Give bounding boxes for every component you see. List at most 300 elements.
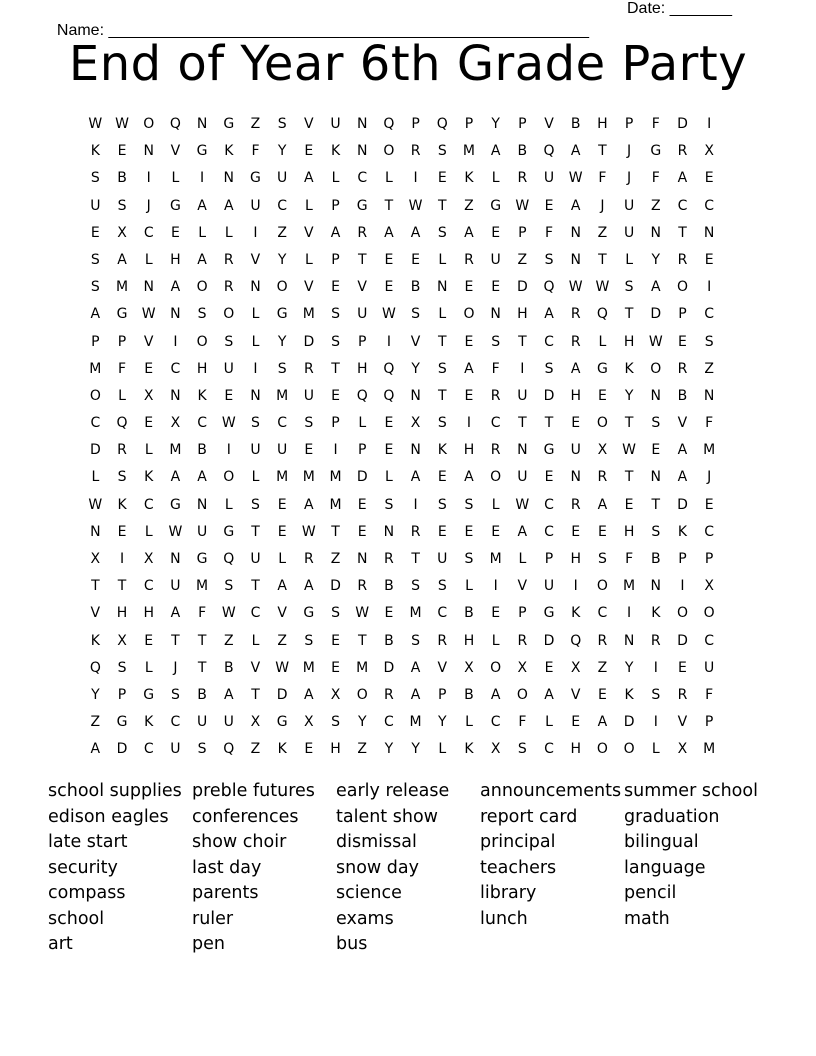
grid-letter: O (223, 469, 235, 486)
grid-letter: I (226, 442, 231, 459)
grid-letter: N (410, 387, 421, 404)
word-list-item: exams (336, 908, 394, 929)
word-list-item: art (48, 934, 73, 954)
grid-letter: E (144, 415, 154, 432)
word-list-item: last day (192, 857, 262, 878)
grid-letter: V (544, 116, 554, 132)
grid-letter: D (677, 116, 688, 132)
grid-letter: E (144, 632, 154, 649)
grid-letter: Y (411, 360, 420, 377)
grid-letter: F (491, 360, 500, 377)
grid-letter: M (169, 442, 182, 459)
grid-row (82, 249, 723, 276)
grid-letter: A (464, 360, 474, 377)
grid-letter: T (518, 333, 527, 350)
grid-letter: V (304, 116, 314, 132)
word-list-item: school (48, 908, 105, 929)
grid-letter: L (651, 741, 660, 758)
grid-letter: N (650, 469, 662, 486)
grid-letter: T (624, 415, 634, 432)
grid-letter: S (437, 143, 447, 160)
grid-letter: N (703, 224, 715, 241)
grid-letter: K (277, 741, 287, 758)
grid-letter: G (223, 523, 235, 540)
grid-letter: F (118, 360, 127, 377)
grid-letter: X (250, 714, 261, 731)
grid-letter: I (707, 116, 712, 132)
grid-letter: M (703, 442, 716, 459)
grid-letter: P (331, 251, 340, 268)
grid-letter: J (627, 170, 632, 187)
grid-letter: V (170, 143, 181, 160)
grid-letter: O (676, 279, 688, 296)
grid-letter: M (409, 714, 422, 731)
header-line (48, 0, 748, 39)
grid-letter: R (384, 551, 394, 567)
grid-letter: V (677, 415, 688, 432)
grid-letter: R (517, 170, 528, 187)
grid-letter: Z (250, 116, 261, 132)
grid-letter: T (544, 415, 554, 432)
grid-letter: X (143, 387, 154, 404)
grid-letter: Z (650, 197, 661, 214)
grid-letter: W (381, 306, 396, 323)
grid-letter: N (250, 387, 261, 404)
grid-letter: S (464, 496, 474, 513)
grid-letter: S (437, 415, 447, 432)
grid-letter: K (117, 496, 127, 513)
grid-row (82, 439, 723, 466)
grid-letter: U (303, 387, 314, 404)
grid-letter: D (330, 578, 341, 595)
grid-letter: X (90, 551, 101, 567)
grid-letter: E (651, 442, 661, 459)
grid-letter: D (543, 387, 555, 404)
grid-letter: N (250, 279, 261, 296)
grid-letter: F (198, 605, 207, 622)
grid-letter: X (143, 551, 154, 567)
grid-row (82, 113, 723, 140)
grid-letter: V (357, 279, 367, 296)
grid-letter: N (143, 143, 154, 160)
grid-letter: T (197, 659, 207, 676)
grid-letter: O (463, 306, 475, 323)
grid-letter: W (622, 442, 637, 459)
word-list-item: report card (480, 806, 578, 827)
grid-letter: Y (357, 714, 367, 731)
grid-letter: L (385, 469, 393, 486)
grid-letter: E (357, 523, 367, 540)
word-list-item: language (624, 857, 706, 878)
grid-letter: R (410, 523, 421, 540)
grid-letter: P (91, 333, 100, 350)
grid-letter: T (438, 387, 447, 404)
grid-letter: X (704, 143, 714, 160)
grid-letter: P (438, 686, 447, 703)
grid-letter: L (251, 306, 260, 323)
grid-letter: T (251, 523, 260, 540)
grid-letter: T (357, 632, 367, 649)
grid-letter: Z (330, 551, 341, 567)
grid-letter: E (304, 442, 314, 459)
grid-letter: A (223, 197, 234, 214)
word-list-item: teachers (480, 857, 557, 878)
grid-letter: Q (223, 741, 235, 758)
grid-letter: Q (169, 116, 181, 132)
grid-letter: E (331, 632, 340, 649)
word-list-item: late start (48, 832, 128, 852)
grid-letter: R (677, 686, 688, 703)
grid-letter: N (170, 306, 181, 323)
grid-letter: U (277, 442, 288, 459)
grid-letter: E (437, 170, 447, 187)
grid-letter: R (650, 632, 661, 649)
grid-letter: E (704, 251, 714, 268)
grid-letter: A (277, 578, 287, 595)
grid-letter: W (408, 197, 423, 214)
grid-letter: C (704, 306, 715, 323)
grid-letter: Q (356, 387, 368, 404)
grid-letter: C (544, 741, 554, 758)
grid-letter: H (517, 306, 528, 323)
grid-letter: A (597, 496, 608, 513)
word-list-item: graduation (624, 806, 720, 827)
grid-letter: L (278, 551, 287, 567)
grid-letter: A (544, 306, 554, 323)
grid-letter: S (170, 686, 180, 703)
grid-letter: Z (464, 197, 474, 214)
grid-letter: E (597, 523, 607, 540)
grid-letter: I (333, 442, 338, 459)
grid-letter: I (253, 224, 258, 241)
grid-letter: L (491, 170, 500, 187)
grid-letter: W (515, 496, 530, 513)
grid-letter: E (170, 224, 180, 241)
grid-letter: V (304, 279, 314, 296)
grid-letter: W (141, 306, 156, 323)
grid-letter: F (598, 170, 607, 187)
grid-letter: I (653, 659, 658, 676)
grid-letter: W (275, 659, 290, 676)
grid-letter: J (173, 659, 178, 676)
grid-letter: E (597, 387, 607, 404)
grid-letter: D (677, 496, 688, 513)
grid-letter: E (331, 659, 340, 676)
word-list-item: bus (336, 934, 368, 954)
grid-letter: I (680, 578, 685, 595)
grid-letter: X (170, 415, 181, 432)
grid-letter: C (250, 605, 261, 622)
grid-letter: S (331, 333, 340, 350)
grid-letter: Y (277, 333, 287, 350)
grid-letter: X (117, 632, 127, 649)
grid-letter: H (570, 387, 581, 404)
grid-letter: F (625, 551, 634, 567)
grid-letter: O (143, 116, 155, 132)
grid-letter: G (490, 197, 502, 214)
grid-letter: A (597, 714, 608, 731)
grid-letter: P (411, 116, 420, 132)
grid-letter: C (704, 632, 715, 649)
grid-letter: B (384, 632, 394, 649)
grid-letter: U (490, 251, 501, 268)
grid-letter: K (464, 741, 474, 758)
grid-letter: L (118, 387, 126, 404)
grid-letter: L (144, 251, 153, 268)
word-list-item: talent show (336, 806, 438, 827)
grid-letter: Y (491, 116, 500, 132)
grid-letter: A (223, 686, 234, 703)
grid-row (82, 303, 723, 330)
grid-letter: S (384, 496, 394, 513)
grid-letter: K (437, 442, 447, 459)
grid-letter: E (224, 387, 234, 404)
grid-letter: Q (543, 279, 555, 296)
grid-letter: H (330, 741, 341, 758)
word-list-item: school supplies (48, 781, 182, 801)
grid-letter: S (117, 469, 127, 486)
grid-letter: I (707, 279, 712, 296)
grid-letter: N (356, 116, 368, 132)
grid-letter: C (544, 496, 554, 513)
grid-letter: K (624, 360, 634, 377)
grid-letter: C (490, 415, 501, 432)
grid-letter: P (464, 116, 474, 132)
grid-letter: R (597, 469, 608, 486)
grid-letter: H (463, 632, 475, 649)
grid-letter: N (410, 442, 421, 459)
grid-letter: N (170, 551, 181, 567)
grid-letter: X (117, 224, 127, 241)
grid-letter: M (302, 306, 315, 323)
grid-letter: G (116, 714, 128, 731)
grid-letter: U (250, 442, 261, 459)
grid-letter: U (196, 523, 208, 540)
grid-letter: P (357, 442, 367, 459)
grid-letter: G (650, 143, 662, 160)
grid-letter: E (277, 523, 287, 540)
grid-letter: Z (90, 714, 101, 731)
grid-letter: E (384, 605, 394, 622)
grid-letter: U (170, 741, 181, 758)
grid-letter: A (90, 306, 101, 323)
grid-letter: E (384, 415, 394, 432)
grid-letter: W (168, 523, 183, 540)
grid-letter: E (304, 143, 314, 160)
grid-letter: I (253, 360, 258, 377)
grid-letter: X (677, 741, 688, 758)
grid-letter: C (677, 197, 688, 214)
grid-letter: T (197, 632, 207, 649)
grid-letter: Z (704, 360, 714, 377)
grid-letter: N (196, 496, 208, 513)
name-field-label: Name: ______________________________________________________ (56, 22, 589, 39)
grid-letter: E (491, 279, 501, 296)
grid-letter: E (678, 659, 687, 676)
grid-letter: D (516, 279, 528, 296)
grid-letter: D (89, 442, 101, 459)
grid-letter: R (384, 686, 394, 703)
grid-letter: V (250, 251, 261, 268)
grid-letter: P (518, 116, 527, 132)
grid-letter: A (490, 143, 501, 160)
grid-letter: I (573, 578, 578, 595)
grid-letter: O (650, 360, 662, 377)
grid-letter: I (386, 333, 391, 350)
grid-letter: T (331, 360, 340, 377)
grid-letter: N (196, 116, 208, 132)
grid-letter: A (170, 469, 181, 486)
grid-letter: K (330, 143, 341, 160)
grid-letter: C (143, 224, 154, 241)
grid-letter: P (518, 605, 527, 622)
grid-letter: U (357, 306, 368, 323)
grid-letter: Y (651, 251, 661, 268)
grid-letter: E (491, 224, 501, 241)
grid-letter: N (570, 224, 581, 241)
grid-row (82, 466, 723, 493)
grid-letter: A (650, 279, 661, 296)
grid-letter: N (490, 306, 501, 323)
grid-row (82, 738, 723, 765)
grid-letter: A (170, 605, 181, 622)
grid-letter: S (624, 279, 634, 296)
grid-letter: J (146, 197, 151, 214)
grid-letter: T (384, 197, 394, 214)
grid-letter: U (170, 578, 181, 595)
grid-letter: S (277, 116, 287, 132)
grid-letter: S (331, 714, 340, 731)
grid-letter: D (383, 659, 395, 676)
grid-letter: V (90, 605, 101, 622)
grid-letter: N (383, 523, 395, 540)
grid-letter: I (413, 496, 418, 513)
grid-letter: E (704, 170, 714, 187)
grid-letter: L (198, 224, 206, 241)
grid-letter: O (89, 387, 101, 404)
grid-letter: E (384, 442, 394, 459)
grid-letter: E (544, 659, 554, 676)
word-list-item: conferences (192, 806, 299, 827)
grid-letter: L (385, 170, 393, 187)
grid-letter: W (355, 605, 370, 622)
word-list-item: science (336, 883, 402, 903)
grid-letter: P (357, 333, 367, 350)
grid-letter: X (304, 714, 314, 731)
grid-letter: O (596, 578, 608, 595)
grid-letter: T (251, 578, 260, 595)
grid-letter: Q (223, 551, 235, 567)
grid-letter: A (464, 224, 474, 241)
grid-letter: Q (89, 659, 101, 676)
grid-letter: S (304, 415, 314, 432)
grid-letter: E (384, 251, 394, 268)
grid-letter: I (146, 170, 151, 187)
grid-letter: C (277, 415, 288, 432)
grid-letter: D (116, 741, 128, 758)
grid-letter: R (357, 578, 368, 595)
grid-letter: N (223, 170, 235, 187)
grid-letter: T (518, 415, 527, 432)
grid-letter: U (330, 116, 341, 132)
grid-letter: Z (250, 741, 261, 758)
word-list (48, 779, 788, 958)
grid-letter: S (464, 551, 474, 567)
date-field-label: Date: _______ (627, 0, 732, 17)
grid-letter: K (651, 605, 661, 622)
grid-letter: P (331, 415, 340, 432)
grid-letter: K (90, 143, 100, 160)
grid-letter: O (356, 686, 368, 703)
grid-letter: K (144, 714, 154, 731)
grid-letter: B (117, 170, 127, 187)
grid-letter: S (651, 415, 661, 432)
grid-letter: R (490, 442, 501, 459)
grid-letter: A (677, 469, 688, 486)
grid-letter: U (196, 714, 208, 731)
grid-letter: N (623, 632, 635, 649)
grid-letter: G (356, 197, 368, 214)
grid-letter: X (517, 659, 528, 676)
grid-letter: P (117, 333, 127, 350)
grid-letter: L (144, 659, 153, 676)
grid-letter: A (570, 143, 581, 160)
grid-letter: B (464, 686, 474, 703)
grid-letter: S (437, 578, 447, 595)
grid-letter: L (465, 714, 473, 731)
grid-letter: E (624, 496, 634, 513)
grid-letter: O (623, 741, 635, 758)
word-list-item: principal (480, 832, 556, 852)
grid-letter: F (518, 714, 527, 731)
grid-letter: L (438, 251, 447, 268)
grid-letter: G (543, 442, 555, 459)
grid-letter: V (437, 659, 448, 676)
grid-letter: Q (570, 632, 582, 649)
grid-letter: N (170, 387, 181, 404)
grid-letter: N (570, 251, 581, 268)
grid-letter: S (304, 632, 314, 649)
grid-letter: B (197, 686, 207, 703)
grid-letter: M (703, 741, 716, 758)
grid-letter: W (648, 333, 663, 350)
grid-letter: P (331, 197, 340, 214)
grid-letter: R (223, 251, 234, 268)
grid-letter: A (570, 360, 581, 377)
grid-letter: N (90, 523, 101, 540)
grid-letter: W (568, 170, 583, 187)
grid-letter: L (625, 251, 633, 268)
grid-letter: R (357, 224, 368, 241)
grid-letter: I (466, 415, 472, 432)
grid-letter: R (570, 496, 581, 513)
grid-letter: A (677, 170, 688, 187)
grid-letter: M (623, 578, 636, 595)
grid-letter: C (170, 714, 181, 731)
grid-letter: K (197, 387, 207, 404)
page-title: End of Year 6th Grade Party (68, 36, 748, 92)
grid-letter: S (331, 306, 340, 323)
grid-letter: K (571, 605, 581, 622)
grid-letter: U (623, 224, 635, 241)
grid-letter: S (251, 496, 260, 513)
grid-row (82, 276, 723, 303)
grid-letter: T (357, 251, 367, 268)
grid-letter: O (490, 469, 502, 486)
word-list-item: edison eagles (48, 806, 169, 827)
grid-letter: M (196, 578, 209, 595)
grid-letter: U (250, 551, 261, 567)
